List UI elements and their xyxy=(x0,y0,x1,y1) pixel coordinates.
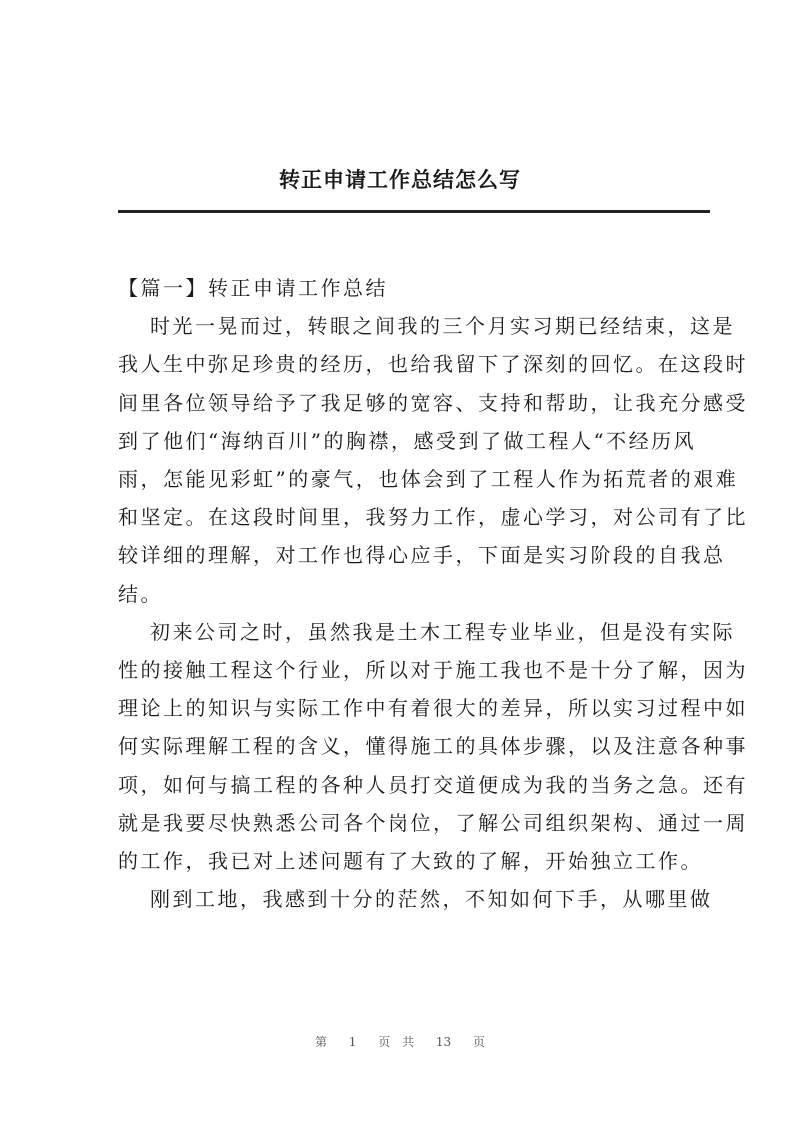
paragraph-line: 何实际理解工程的含义，懂得施工的具体步骤，以及注意各种事 xyxy=(118,734,748,759)
paragraph-line: 到了他们“海纳百川”的胸襟，感受到了做工程人“不经历风 xyxy=(118,428,697,453)
paragraph-line: 项，如何与搞工程的各种人员打交道便成为我的当务之急。还有 xyxy=(118,772,748,797)
pages-label: 页 xyxy=(473,1035,486,1049)
page-footer xyxy=(0,1033,800,1050)
paragraph-line: 理论上的知识与实际工作中有着很大的差异，所以实习过程中如 xyxy=(118,696,748,721)
paragraph-line: 结。 xyxy=(118,581,163,606)
paragraph-line: 初来公司之时，虽然我是土木工程专业毕业，但是没有实际 xyxy=(150,619,735,644)
paragraph-line: 我人生中弥足珍贵的经历，也给我留下了深刻的回忆。在这段时 xyxy=(118,352,748,377)
total-pages: 13 xyxy=(435,1035,452,1049)
paragraph-line: 的工作，我已对上述问题有了大致的了解，开始独立工作。 xyxy=(118,849,703,874)
paragraph-line: 时光一晃而过，转眼之间我的三个月实习期已经结束，这是 xyxy=(150,314,735,339)
paragraph-line: 和坚定。在这段时间里，我努力工作，虚心学习，对公司有了比 xyxy=(118,505,748,530)
paragraph-line: 刚到工地，我感到十分的茫然，不知如何下手，从哪里做 xyxy=(150,887,713,912)
paragraph-line: 较详细的理解，对工作也得心应手，下面是实习阶段的自我总 xyxy=(118,543,726,568)
paragraph-line: 性的接触工程这个行业，所以对于施工我也不是十分了解，因为 xyxy=(118,658,748,683)
document-title: 转正申请工作总结怎么写 xyxy=(279,168,521,192)
paragraph-line: 间里各位领导给予了我足够的宽容、支持和帮助，让我充分感受 xyxy=(118,390,748,415)
paragraph-line: 雨，怎能见彩虹”的豪气，也体会到了工程人作为拓荒者的艰难 xyxy=(118,467,739,492)
title-divider xyxy=(118,210,710,213)
page-number: 1 xyxy=(348,1035,357,1049)
page-label: 第 xyxy=(314,1035,327,1049)
paragraph-line: 就是我要尽快熟悉公司各个岗位，了解公司组织架构、通过一周 xyxy=(118,810,748,835)
document-body xyxy=(118,269,748,918)
section-heading: 【篇一】转正申请工作总结 xyxy=(118,276,388,300)
page-of-label: 页 共 xyxy=(378,1035,415,1049)
